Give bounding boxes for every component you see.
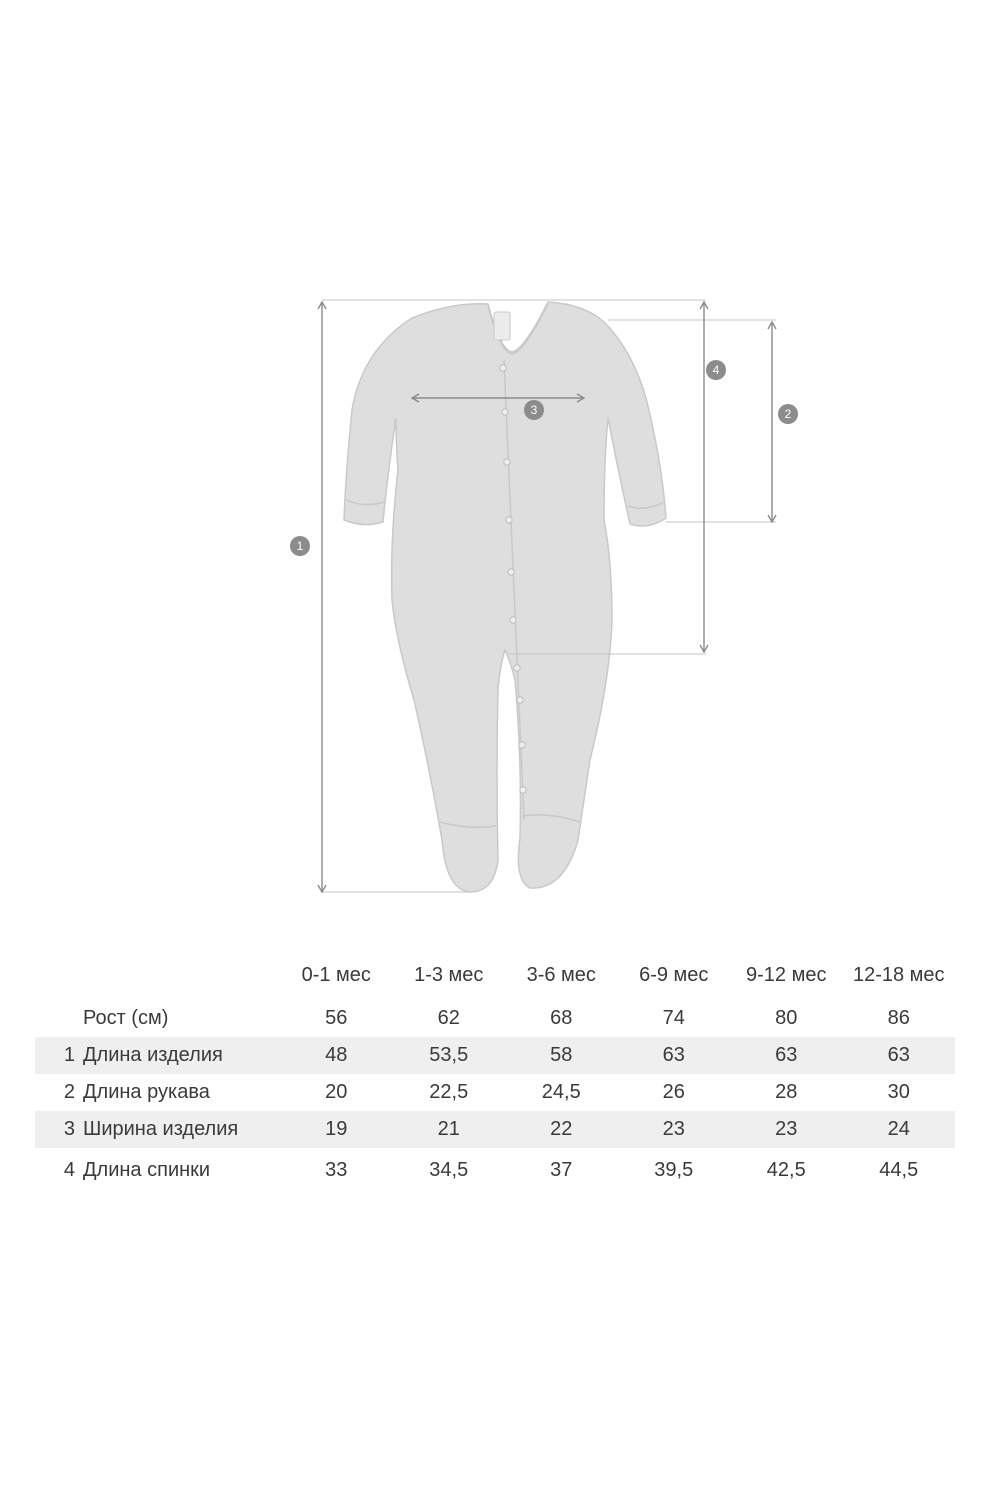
table-cell: 74 bbox=[662, 1007, 685, 1029]
table-cell: 24,5 bbox=[541, 1081, 581, 1103]
table-cell: 42,5 bbox=[766, 1159, 806, 1181]
size-column-header: 12-18 мес bbox=[852, 963, 945, 986]
table-cell: 22 bbox=[505, 1111, 618, 1148]
sleeve-arrow bbox=[768, 322, 776, 522]
table-row-length bbox=[35, 1037, 955, 1074]
table-row-height bbox=[35, 1000, 955, 1037]
marker-1 bbox=[290, 536, 310, 556]
header-blank-label bbox=[83, 950, 280, 1000]
row-label: Длина рукава bbox=[83, 1081, 210, 1103]
marker-3-label: 3 bbox=[530, 403, 538, 417]
row-number: 4 bbox=[63, 1159, 75, 1181]
size-column-header: 0-1 мес bbox=[301, 963, 371, 986]
table-cell: 68 bbox=[550, 1007, 573, 1029]
table-cell: 44,5 bbox=[879, 1159, 919, 1181]
table-cell: 63 bbox=[730, 1037, 843, 1074]
snap-button bbox=[504, 459, 510, 465]
snap-button bbox=[510, 617, 516, 623]
row-label: Длина спинки bbox=[83, 1159, 211, 1181]
size-table bbox=[35, 950, 955, 1189]
table-cell: 48 bbox=[280, 1037, 393, 1074]
back-length-arrow bbox=[700, 302, 708, 652]
table-row-width bbox=[35, 1111, 955, 1148]
table-cell: 20 bbox=[325, 1081, 348, 1103]
table-cell: 21 bbox=[393, 1111, 506, 1148]
snap-button bbox=[520, 787, 526, 793]
table-row-sleeve bbox=[35, 1074, 955, 1111]
table-cell: 37 bbox=[550, 1159, 573, 1181]
snap-button bbox=[517, 697, 523, 703]
row-label: Длина изделия bbox=[83, 1037, 280, 1074]
size-column-header: 3-6 мес bbox=[526, 963, 596, 986]
sleepsuit-illustration bbox=[344, 302, 666, 892]
table-cell: 63 bbox=[618, 1037, 731, 1074]
table-cell: 19 bbox=[280, 1111, 393, 1148]
table-cell: 22,5 bbox=[429, 1081, 469, 1103]
table-cell: 28 bbox=[775, 1081, 798, 1103]
marker-2-label: 2 bbox=[784, 407, 792, 421]
table-cell: 24 bbox=[843, 1111, 956, 1148]
table-cell: 63 bbox=[843, 1037, 956, 1074]
table-row-back-length bbox=[35, 1152, 955, 1189]
marker-4 bbox=[706, 360, 726, 380]
table-cell: 56 bbox=[325, 1007, 348, 1029]
marker-3 bbox=[524, 400, 544, 420]
length-arrow bbox=[318, 302, 326, 892]
row-number: 3 bbox=[35, 1111, 83, 1148]
snap-button bbox=[514, 665, 520, 671]
table-cell: 23 bbox=[618, 1111, 731, 1148]
snap-button bbox=[502, 409, 508, 415]
size-column-header: 9-12 мес bbox=[746, 963, 827, 986]
size-column-header: 6-9 мес bbox=[639, 963, 709, 986]
table-cell: 39,5 bbox=[654, 1159, 694, 1181]
table-cell: 62 bbox=[437, 1007, 460, 1029]
row-label: Ширина изделия bbox=[83, 1111, 280, 1148]
table-cell: 58 bbox=[505, 1037, 618, 1074]
row-label: Рост (см) bbox=[83, 1007, 169, 1029]
table-cell: 80 bbox=[775, 1007, 798, 1029]
snap-button bbox=[519, 742, 525, 748]
row-number: 2 bbox=[63, 1081, 75, 1103]
neck-label-tag bbox=[494, 312, 510, 340]
snap-button bbox=[500, 365, 506, 371]
size-column-header: 1-3 мес bbox=[414, 963, 484, 986]
snap-button bbox=[506, 517, 512, 523]
table-cell: 30 bbox=[887, 1081, 910, 1103]
row-number: 1 bbox=[35, 1037, 83, 1074]
table-cell: 34,5 bbox=[429, 1159, 469, 1181]
row-number bbox=[35, 1000, 83, 1037]
table-cell: 33 bbox=[325, 1159, 348, 1181]
marker-1-label: 1 bbox=[296, 539, 304, 553]
table-cell: 23 bbox=[730, 1111, 843, 1148]
table-cell: 53,5 bbox=[393, 1037, 506, 1074]
table-cell: 26 bbox=[662, 1081, 685, 1103]
marker-4-label: 4 bbox=[712, 363, 720, 377]
size-header-row bbox=[35, 950, 955, 1000]
marker-2 bbox=[778, 404, 798, 424]
snap-button bbox=[508, 569, 514, 575]
table-cell: 86 bbox=[887, 1007, 910, 1029]
header-blank-num bbox=[35, 950, 83, 1000]
